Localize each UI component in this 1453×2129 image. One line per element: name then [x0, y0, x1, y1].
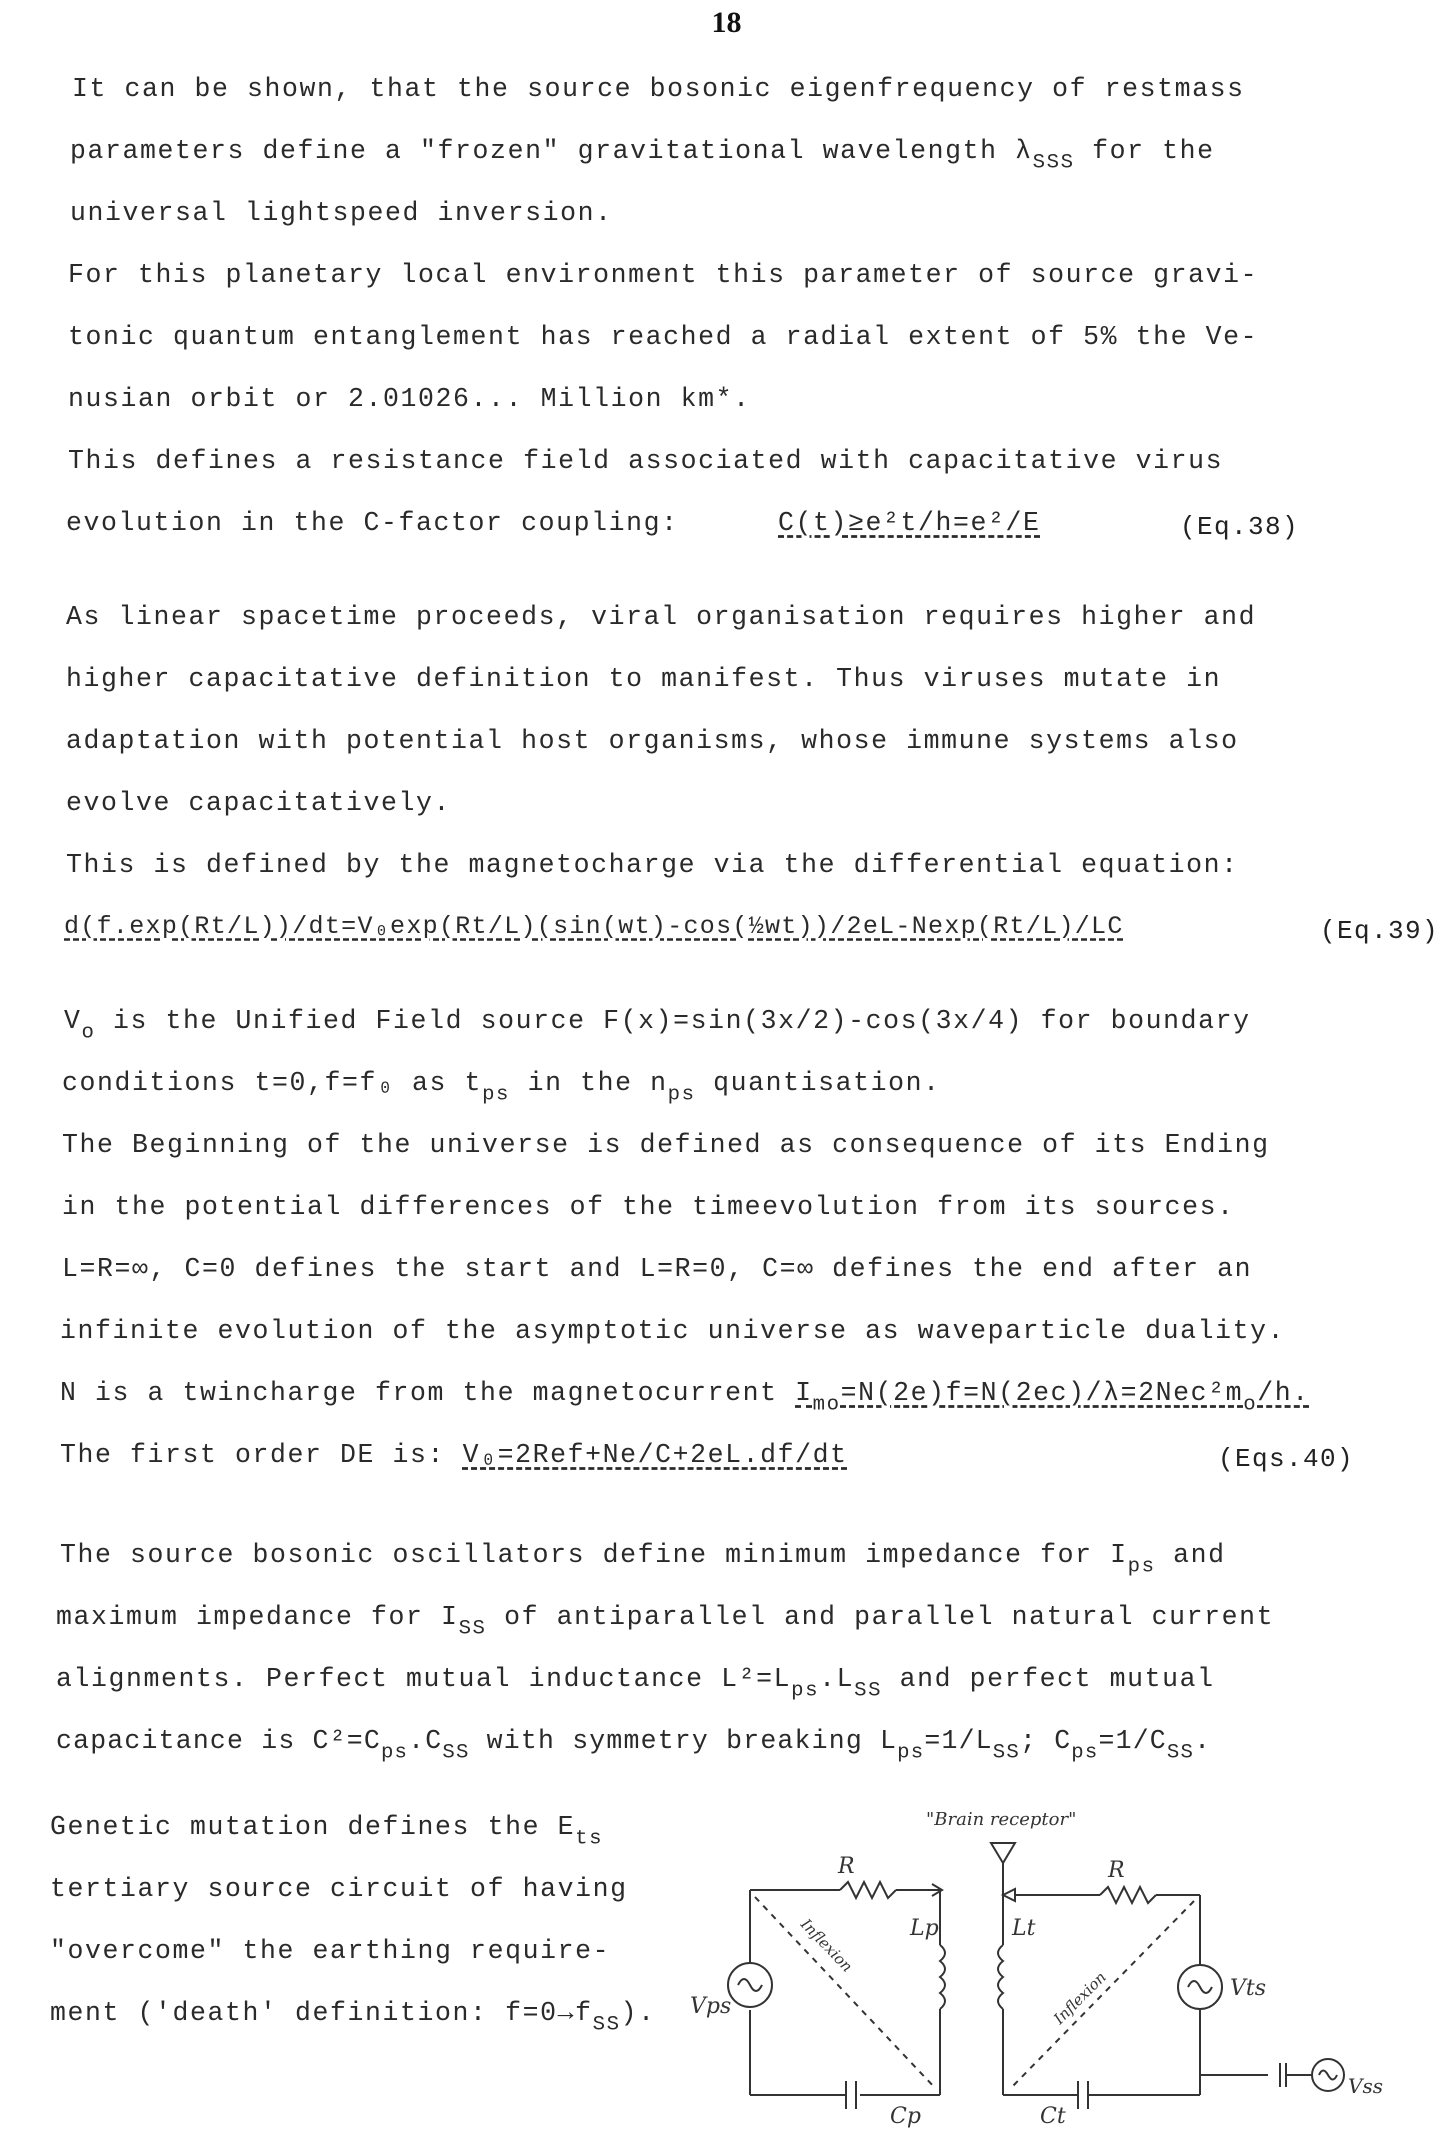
resistor-icon	[1100, 1887, 1156, 1903]
text-line: higher capacitative definition to manifest. Thus viruses mutate in	[66, 664, 1222, 694]
resistor-icon	[840, 1882, 896, 1898]
text-line: tonic quantum entanglement has reached a radial extent of 5% the Ve-	[68, 322, 1259, 352]
diagonal-label: Inflexion	[797, 1915, 857, 1976]
diagonal-label: Inflexion	[1050, 1968, 1110, 2028]
text-line: evolution in the C-factor coupling:	[66, 508, 679, 538]
source-label: Vss	[1348, 2074, 1383, 2098]
inductor-label: Lp	[910, 1916, 939, 1941]
page-number: 18	[711, 6, 742, 39]
text-line: infinite evolution of the asymptotic universe as waveparticle duality.	[60, 1316, 1286, 1346]
circuit-diagram	[690, 1805, 1400, 2129]
text-line: ment ('death' definition: $f=0\to f_{SS}$).	[50, 1998, 656, 2037]
text-line: This defines a resistance field associated with capacitative virus	[68, 446, 1224, 476]
text-line: The source bosonic oscillators define minimum impedance for $I_{ps}$ and	[60, 1540, 1226, 1579]
text-line: alignments. Perfect mutual inductance $L^2=L_{ps}.L_{SS}$ and perfect mutual	[56, 1664, 1215, 1703]
text-line: The Beginning of the universe is defined as consequence of its Ending	[62, 1130, 1270, 1160]
receptor-icon	[991, 1843, 1015, 1863]
text-line: Genetic mutation defines the $E_{ts}$	[50, 1812, 604, 1851]
text-line: It can be shown, that the source bosonic eigenfrequency of restmass	[72, 74, 1245, 104]
text-line: $V_o$ is the Unified Field source F(x)=sin(3x/2)-cos(3x/4) for boundary	[64, 1006, 1251, 1045]
equation-number: (Eq.39)	[1320, 916, 1440, 946]
text-line: conditions t=0,f=f₀ as $t_{ps}$ in the $n_{ps}$ quantisation.	[62, 1068, 941, 1107]
equation-number: (Eq.38)	[1180, 512, 1300, 542]
inductor-label: Lt	[1012, 1916, 1036, 1941]
text-line: L=R=∞, C=0 defines the start and L=R=0, C=∞ defines the end after an	[62, 1254, 1253, 1284]
text-line: "overcome" the earthing require-	[50, 1936, 611, 1966]
text-line: parameters define a "frozen" gravitational wavelength $\lambda_{SSS}$ for the	[70, 136, 1215, 175]
source-label: Vts	[1230, 1976, 1267, 2001]
text-line: capacitance is $C^2=C_{ps}.C_{SS}$ with symmetry breaking $L_{ps}=1/L_{SS}$; $C_{ps}=1/C_{SS}$.	[56, 1726, 1212, 1765]
text-line: The first order DE is: V₀=2Ref+Ne/C+2eL.df/dt	[60, 1440, 848, 1470]
text-line: adaptation with potential host organisms, whose immune systems also	[66, 726, 1239, 756]
text-line: This is defined by the magnetocharge via the differential equation:	[66, 850, 1239, 880]
text-line: As linear spacetime proceeds, viral organisation requires higher and	[66, 602, 1257, 632]
text-line: N is a twincharge from the magnetocurrent $I_{mo}=N(2e)f=N(2ec)/\lambda=2Nec^2m_o/h$.	[60, 1378, 1310, 1417]
brain-receptor-label: "Brain receptor"	[926, 1809, 1077, 1830]
inductor-icon	[998, 1945, 1003, 2009]
equation-38: C(t)≥e²t/h=e²/E	[778, 508, 1041, 538]
text-line: tertiary source circuit of having	[50, 1874, 628, 1904]
equation-40: V₀=2Ref+Ne/C+2eL.df/dt	[462, 1440, 848, 1470]
equation-39: d(f.exp(Rt/L))/dt=V₀exp(Rt/L)(sin(wt)-cos(½wt))/2eL-Nexp(Rt/L)/LC	[64, 912, 1124, 941]
equation-number: (Eqs.40)	[1218, 1444, 1355, 1474]
inductor-icon	[940, 1945, 945, 2009]
resistor-label: R	[1108, 1858, 1125, 1883]
text-line: nusian orbit or 2.01026... Million km*.	[68, 384, 751, 414]
text-line: For this planetary local environment this parameter of source gravi-	[68, 260, 1259, 290]
text-line: maximum impedance for $I_{SS}$ of antiparallel and parallel natural current	[56, 1602, 1275, 1641]
resistor-label: R	[838, 1854, 855, 1879]
source-label: Vps	[690, 1994, 732, 2019]
tertiary-circuit	[991, 1843, 1344, 2109]
text-line: in the potential differences of the timeevolution from its sources.	[62, 1192, 1235, 1222]
capacitor-label: Ct	[1040, 2104, 1066, 2129]
text-line: evolve capacitatively.	[66, 788, 452, 818]
text-line: universal lightspeed inversion.	[70, 198, 613, 228]
capacitor-label: Cp	[890, 2104, 921, 2129]
